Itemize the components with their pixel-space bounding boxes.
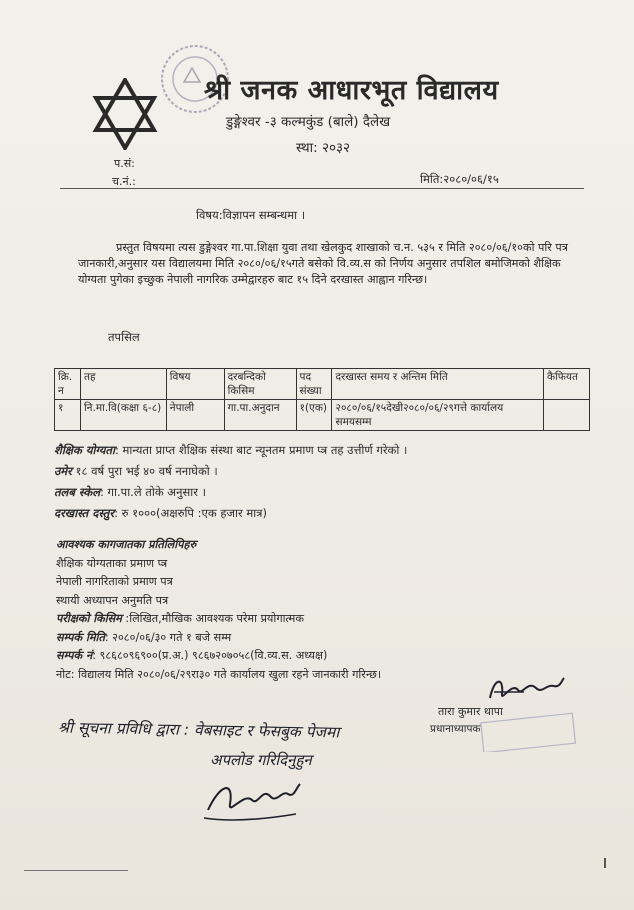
qualification-list <box>54 440 407 524</box>
qualification-text: : रु १०००(अक्षरुपि :एक हजार मात्र) <box>114 506 268 520</box>
qualification-item <box>54 503 407 524</box>
qualification-text: : मान्यता प्राप्त शैक्षिक संस्था बाट न्यूनतम प्रमाण प्त्र तह उत्तीर्ण गरेको । <box>114 443 408 457</box>
letter-number-label: प.सं: <box>114 157 135 170</box>
table-header-cell: तह <box>80 369 166 400</box>
contact-number-text: : ९८६८०९६९००(प्र.अ.) ९८६७२०७०५८(वि.व्य.स. अध्यक्ष) <box>92 649 328 662</box>
exam-type-label: परीक्षको किसिम <box>56 612 122 625</box>
qualification-label: तलब स्केल <box>54 485 101 499</box>
list-item: शैक्षिक योग्यताका प्रमाण प्त्र <box>56 556 168 570</box>
contact-date-label: सम्पर्क मिति <box>56 630 105 644</box>
table-cell <box>543 400 589 431</box>
qualification-item <box>54 482 407 503</box>
documents-heading: आवश्यक कागजातका प्रतिलिपिहरु <box>56 538 197 551</box>
subject-line: विषय:विज्ञापन सम्बन्धमा । <box>196 208 306 222</box>
table-cell: नि.मा.वि(कक्षा ६-८) <box>80 400 166 431</box>
header-divider <box>60 188 584 189</box>
qualification-label: उमेर <box>54 464 72 478</box>
table-header-cell: दरबन्दिको किसिम <box>224 369 296 400</box>
table-row <box>55 400 590 431</box>
table-header-cell: पद संख्या <box>296 369 332 400</box>
qualification-item <box>54 461 407 482</box>
handwritten-note-line1: श्री सूचना प्रविधि द्वारा : वेबसाइट र फेसबुक पेजमा <box>57 718 340 742</box>
contact-number-line <box>56 647 381 666</box>
list-item: स्थायी अध्यापन अनुमति पत्र <box>56 593 169 607</box>
school-name: श्री जनक आधारभूत विद्यालय <box>204 75 499 106</box>
list-item: नेपाली नागरिताको प्रमाण पत्र <box>56 575 173 588</box>
details-label: तपसिल <box>108 330 140 344</box>
table-header-cell: कैफियत <box>543 369 589 400</box>
exam-type-text: :लिखित,मौखिक आवश्यक परेमा प्रयोगात्मक <box>121 612 304 625</box>
vacancy-table <box>54 368 590 431</box>
dispatch-number-label: च.नं.: <box>112 175 136 188</box>
table-cell: गा.पा.अनुदान <box>224 400 296 431</box>
contact-date-text: : २०८०/०६/३० गते १ बजे सम्म <box>104 630 232 644</box>
established-year: स्था: २०३२ <box>296 140 351 156</box>
qualification-item <box>54 440 407 461</box>
page-mark <box>604 858 606 868</box>
handwritten-note-line2: अपलोड गरिदिनुहुन <box>210 751 312 769</box>
documents-section <box>56 536 381 684</box>
contact-date-line <box>56 629 381 648</box>
qualification-label: शैक्षिक योग्यता <box>54 443 115 457</box>
signature-scribble-icon <box>484 672 568 706</box>
qualification-label: दरखास्त दस्तुर <box>54 506 115 520</box>
signatory-name: तारा कुमार थापा <box>438 705 503 718</box>
signatory-title: प्रधानाध्यापक <box>430 723 481 735</box>
table-header-cell: क्रि. न <box>55 369 81 400</box>
handwritten-signature-icon <box>200 770 304 826</box>
table-header-cell: विषय <box>166 369 224 400</box>
contact-number-label: सम्पर्क नं <box>56 649 93 662</box>
qualification-text: : गा.पा.ले तोके अनुसार । <box>100 485 206 499</box>
qualification-text: १८ वर्ष पुरा भई ४० वर्ष ननाघेको । <box>71 464 218 478</box>
exam-type-line <box>56 610 381 629</box>
footer-line <box>24 870 128 871</box>
table-cell: १ <box>55 400 81 431</box>
table-header-row <box>55 369 590 400</box>
table-cell: १(एक) <box>296 400 332 431</box>
table-cell: २०८०/०६/१५देखी२०८०/०६/२९गत्ते कार्यालय समयसम्म <box>332 400 544 431</box>
school-address: डुङ्गेश्वर -३ कल्मकुंड (बाले) दैलेख <box>226 114 391 130</box>
table-cell: नेपाली <box>166 400 224 431</box>
table-header-cell: दरखास्त समय र अन्तिम मिति <box>332 369 544 400</box>
note-line: नोट: विद्यालय मिति २०८०/०६/२९रा३० गते कार्यालय खुला रहने जानकारी गरिन्छ। <box>56 667 382 681</box>
star-emblem-icon <box>92 78 158 150</box>
letter-date: मिति:२०८०/०६/१५ <box>420 172 499 186</box>
body-paragraph: प्रस्तुत विषयमा त्यस डुङ्गेश्वर गा.पा.शिक्षा युवा तथा खेलकुद शाखाको च.न. ५३५ र मिति २०८०/०६/१०को परि पत्र जानकारी,अनुसार यस विद्यालयमा मिति २०८०/०६/१५गते बसेको वि.व्य.स को निर्णय अनुसार तपशिल बमोजिमको शैक्षिक योग्यता पुगेका इच्छुक नेपाली नागरिक उम्मेद्वारहरु बाट १५ दिने दरखास्त आह्वान गरिन्छ। <box>78 241 568 286</box>
